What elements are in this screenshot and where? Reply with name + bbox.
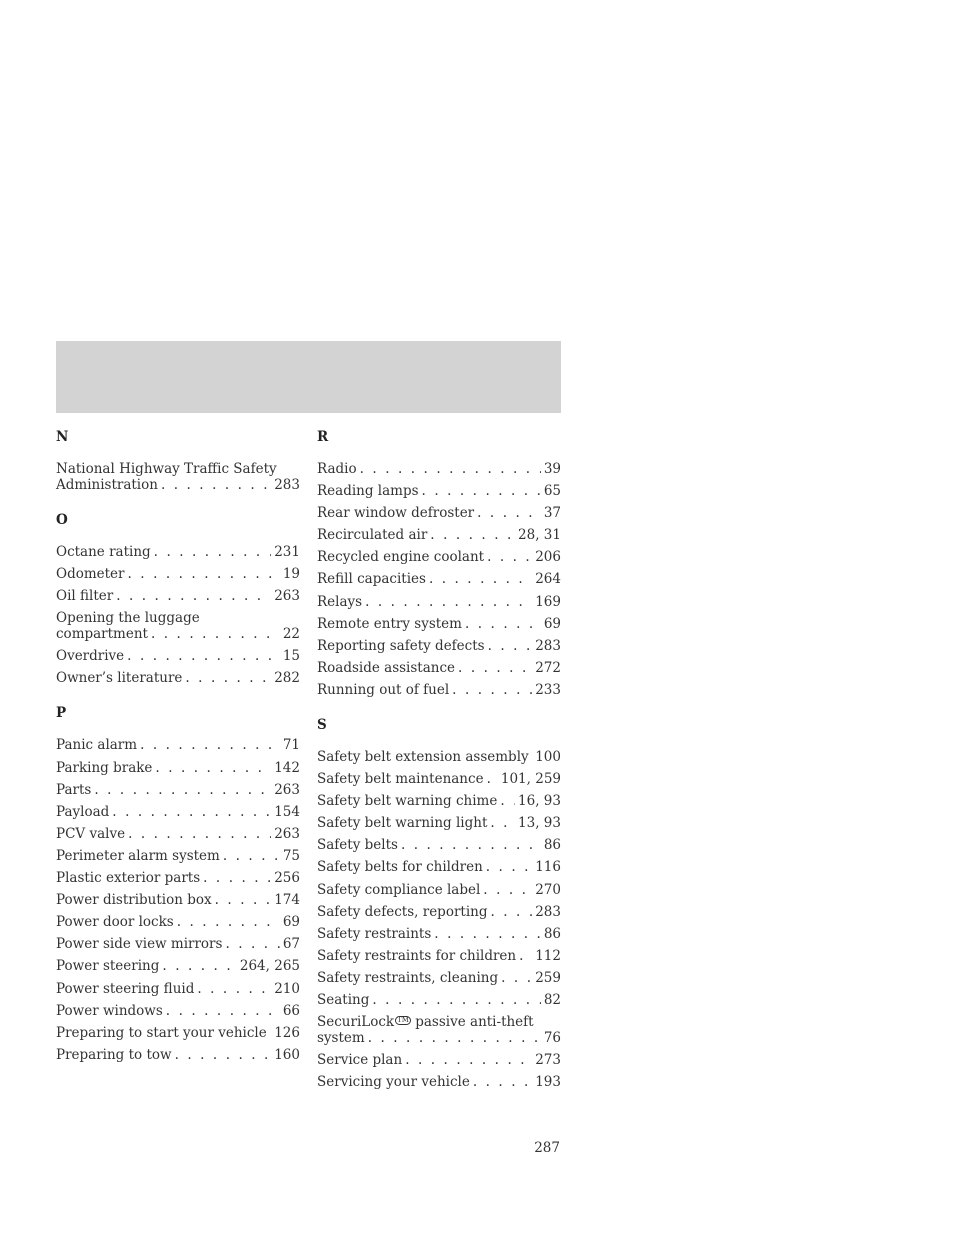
entry-name: Seating [317,991,370,1008]
entry-name: Safety belts [317,837,398,854]
entry-line1-text: passive anti-theft [410,1014,534,1031]
entry-page: 283 [274,477,300,493]
entry-page: 13, 93 [518,815,561,832]
entry-name: Roadside assistance [317,659,456,676]
entry-page: 66 [282,1002,300,1019]
entry-row [56,737,300,753]
index-entry [317,815,561,831]
index-entry [56,461,300,493]
entry-page: 101, 259 [500,771,561,788]
entry-page: 210 [274,980,300,997]
entry-name: Octane rating [56,544,151,560]
entry-name: Preparing to tow [56,1046,172,1063]
entry-row [317,1074,561,1090]
entry-row [317,882,561,898]
dot-leader [486,859,532,875]
entry-row [56,782,300,798]
entry-page: 273 [535,1052,561,1069]
index-entry [317,594,561,610]
entry-page: 76 [543,1030,561,1047]
entry-page: 193 [535,1074,561,1091]
section-letter: O [56,512,68,528]
section-letter: P [56,705,67,722]
dot-leader [360,461,541,477]
dot-leader [166,1003,280,1019]
entry-row [56,477,300,493]
dot-leader [197,981,271,997]
index-entry [56,892,300,908]
entry-name: Safety belt warning light [317,815,488,832]
entry-name: Parking brake [56,759,153,776]
index-entry [56,914,300,930]
dot-leader [203,870,271,886]
dot-leader [161,477,271,493]
dot-leader [490,815,515,831]
entry-name: Preparing to start your vehicle [56,1024,267,1041]
entry-row [56,826,300,842]
entry-row [56,648,300,664]
entry-name: Perimeter alarm system [56,847,220,864]
dot-leader [434,926,541,942]
entry-row [317,815,561,831]
entry-name: Rear window defroster [317,505,475,522]
entry-row [56,870,300,886]
index-entry [317,882,561,898]
entry-page: 206 [535,549,561,566]
entry-page: 71 [282,737,300,754]
index-entry [317,859,561,875]
entry-name: Safety compliance label [317,881,481,898]
entry-page: 86 [543,837,561,854]
dot-leader [128,826,271,842]
index-entry [56,958,300,974]
entry-page: 37 [543,505,561,522]
entry-page: 142 [274,759,300,776]
entry-name: Remote entry system [317,615,462,632]
entry-name: Oil filter [56,588,114,605]
entry-row [317,461,561,477]
entry-name: Service plan [317,1052,403,1069]
trademark-mark: TM [397,1016,409,1025]
entry-row [317,549,561,565]
dot-leader [500,793,515,809]
index-entry [56,760,300,776]
index-entry [317,549,561,565]
entry-row [56,848,300,864]
dot-leader [225,936,279,952]
index-entry [56,1003,300,1019]
entry-page: 15 [282,648,300,665]
dot-leader [473,1074,532,1090]
entry-page: 263 [274,781,300,798]
dot-leader [128,566,280,582]
index-entry [317,793,561,809]
index-entry [317,1052,561,1068]
index-entry [56,848,300,864]
index-entry [317,904,561,920]
index-entry [317,1074,561,1090]
entry-line1: Opening the luggage [56,610,200,627]
dot-leader [365,594,532,610]
entry-row [56,914,300,930]
entry-page: 82 [543,991,561,1008]
entry-name: PCV valve [56,825,126,842]
dot-leader [215,892,272,908]
entry-name: Recirculated air [317,527,428,544]
section-letter: S [317,716,327,733]
dot-leader [155,760,271,776]
entry-page: 112 [535,947,561,964]
entry-name: Reading lamps [317,483,419,500]
entry-line1 [317,1014,561,1030]
dot-leader [116,588,271,604]
entry-name: Relays [317,593,363,610]
index-entry [56,588,300,604]
index-entry [317,749,561,765]
entry-page: 264, 265 [239,958,300,975]
entry-page: 283 [535,637,561,654]
section-letter: R [317,429,329,445]
entry-page: 100 [535,748,561,765]
dot-leader [477,505,541,521]
index-entry [317,771,561,787]
index-section [56,704,300,1062]
dot-leader [185,670,271,686]
index-section [317,428,561,698]
entry-row [56,544,300,560]
entry-name: Radio [317,461,357,477]
dot-leader [490,904,532,920]
entry-page: 264 [535,571,561,588]
dot-leader [458,660,532,676]
entry-name: Safety restraints, cleaning [317,969,499,986]
entry-row [317,992,561,1008]
index-entry [56,566,300,582]
entry-name: Safety belt maintenance [317,771,484,788]
entry-name: Parts [56,781,92,798]
index-entry [56,1025,300,1041]
dot-leader [501,970,532,986]
dot-leader [483,882,532,898]
entry-page: 174 [274,892,300,909]
entry-row [56,588,300,604]
entry-page: 67 [282,936,300,953]
entry-name: Safety restraints [317,925,432,942]
dot-leader [405,1052,532,1068]
entry-page: 256 [274,870,300,887]
entry-page: 160 [274,1046,300,1063]
entry-name: Reporting safety defects [317,637,485,654]
entry-row [317,904,561,920]
entry-name: Power windows [56,1002,163,1019]
dot-leader [162,958,236,974]
entry-name: Owner’s literature [56,670,183,687]
index-entry [317,682,561,698]
entry-name: Recycled engine coolant [317,549,485,566]
index-entry [56,782,300,798]
entry-row [317,682,561,698]
entry-row [56,804,300,820]
dot-leader [452,682,532,698]
entry-name: Panic alarm [56,737,138,754]
dot-leader [401,837,541,853]
entry-page: 116 [535,859,561,876]
index-entry [56,981,300,997]
entry-page: 28, 31 [518,527,561,544]
index-entry [56,870,300,886]
entry-name: Safety belts for children [317,859,483,876]
dot-leader [112,804,271,820]
entry-row [317,616,561,632]
entry-page: 259 [535,969,561,986]
index-entry [317,638,561,654]
entry-page: 39 [543,461,561,477]
entry-row [317,970,561,986]
entry-row [56,626,300,642]
index-entry [317,948,561,964]
dot-leader [127,648,280,664]
section-letter: N [56,429,69,445]
entry-page: 16, 93 [518,793,561,810]
index-section [56,428,300,493]
dot-leader [368,1030,541,1046]
entry-row [317,527,561,543]
dot-leader [140,737,280,753]
dot-leader [465,616,541,632]
index-section [317,716,561,1090]
dot-leader [270,1025,271,1041]
entry-page: 75 [282,847,300,864]
entry-name: Safety belt warning chime [317,793,498,810]
entry-row [56,1047,300,1063]
index-entry [56,936,300,952]
index-section [56,511,300,686]
entry-page: 126 [274,1024,300,1041]
dot-leader [151,626,280,642]
entry-page: 270 [535,881,561,898]
entry-name: Safety restraints for children [317,947,517,964]
index-entry [56,826,300,842]
index-entry [56,737,300,753]
entry-page: 22 [282,626,300,643]
entry-row [317,771,561,787]
dot-leader [175,1047,272,1063]
entry-row [317,660,561,676]
entry-name: Safety defects, reporting [317,903,488,920]
entry-row [56,1025,300,1041]
entry-name: Servicing your vehicle [317,1074,470,1091]
entry-page: 283 [535,903,561,920]
entry-row [317,1052,561,1068]
section-header-band [56,341,561,413]
dot-leader [519,948,532,964]
dot-leader [94,782,271,798]
entry-name: Power door locks [56,914,174,931]
entry-row [56,670,300,686]
entry-page: 263 [274,588,300,605]
entry-page: 19 [282,566,300,583]
entry-row [56,958,300,974]
entry-name: Overdrive [56,648,125,665]
entry-name: Power steering [56,958,160,975]
entry-row [317,571,561,587]
entry-row [317,749,561,765]
index-entry [56,1047,300,1063]
entry-page: 231 [274,544,300,560]
dot-leader [223,848,280,864]
entry-row [56,566,300,582]
index-entry [317,992,561,1008]
entry-row [56,1003,300,1019]
index-column-right [317,428,561,1108]
entry-line1: National Highway Traffic Safety [56,461,277,477]
dot-leader [487,549,532,565]
dot-leader [488,638,533,654]
entry-page: 65 [543,483,561,500]
entry-page: 69 [543,615,561,632]
index-entry [317,571,561,587]
index-entry [317,616,561,632]
index-entry [317,1014,561,1046]
entry-name: Power steering fluid [56,980,195,997]
index-entry [317,461,561,477]
entry-row [317,1030,561,1046]
entry-name: Safety belt extension assembly [317,748,529,765]
entry-name: Odometer [56,566,125,583]
dot-leader [372,992,540,1008]
index-entry [56,610,300,642]
entry-row [317,926,561,942]
entry-row [56,936,300,952]
page-number: 287 [534,1140,560,1156]
dot-leader [422,483,541,499]
index-entry [56,670,300,686]
entry-row [317,594,561,610]
dot-leader [429,571,532,587]
entry-name: compartment [56,626,148,643]
index-entry [317,527,561,543]
entry-row [56,760,300,776]
index-column-left [56,428,300,1081]
index-entry [56,648,300,664]
entry-name: Power distribution box [56,892,212,909]
entry-row [56,892,300,908]
dot-leader [487,771,498,787]
index-entry [317,837,561,853]
entry-row [317,505,561,521]
entry-name: Administration [56,477,158,493]
index-entry [317,660,561,676]
entry-page: 169 [535,593,561,610]
entry-row [317,837,561,853]
dot-leader [532,749,533,765]
entry-row [317,638,561,654]
entry-row [317,859,561,875]
dot-leader [154,544,272,560]
entry-name: Plastic exterior parts [56,870,201,887]
index-entry [56,804,300,820]
entry-page: 263 [274,825,300,842]
index-entry [56,544,300,560]
index-entry [317,483,561,499]
entry-page: 69 [282,914,300,931]
entry-name: Payload [56,803,110,820]
index-entry [317,926,561,942]
entry-name: system [317,1030,365,1047]
entry-name: Running out of fuel [317,681,450,698]
entry-page: 154 [274,803,300,820]
index-entry [317,505,561,521]
index-entry [317,970,561,986]
entry-page: 282 [274,670,300,687]
entry-page: 86 [543,925,561,942]
entry-row [56,981,300,997]
dot-leader [177,914,280,930]
entry-row [317,793,561,809]
entry-line1-text: SecuriLock [317,1014,395,1031]
entry-page: 233 [535,681,561,698]
entry-name: Refill capacities [317,571,426,588]
entry-row [317,948,561,964]
entry-name: Power side view mirrors [56,936,223,953]
entry-page: 272 [535,659,561,676]
dot-leader [430,527,515,543]
entry-row [317,483,561,499]
